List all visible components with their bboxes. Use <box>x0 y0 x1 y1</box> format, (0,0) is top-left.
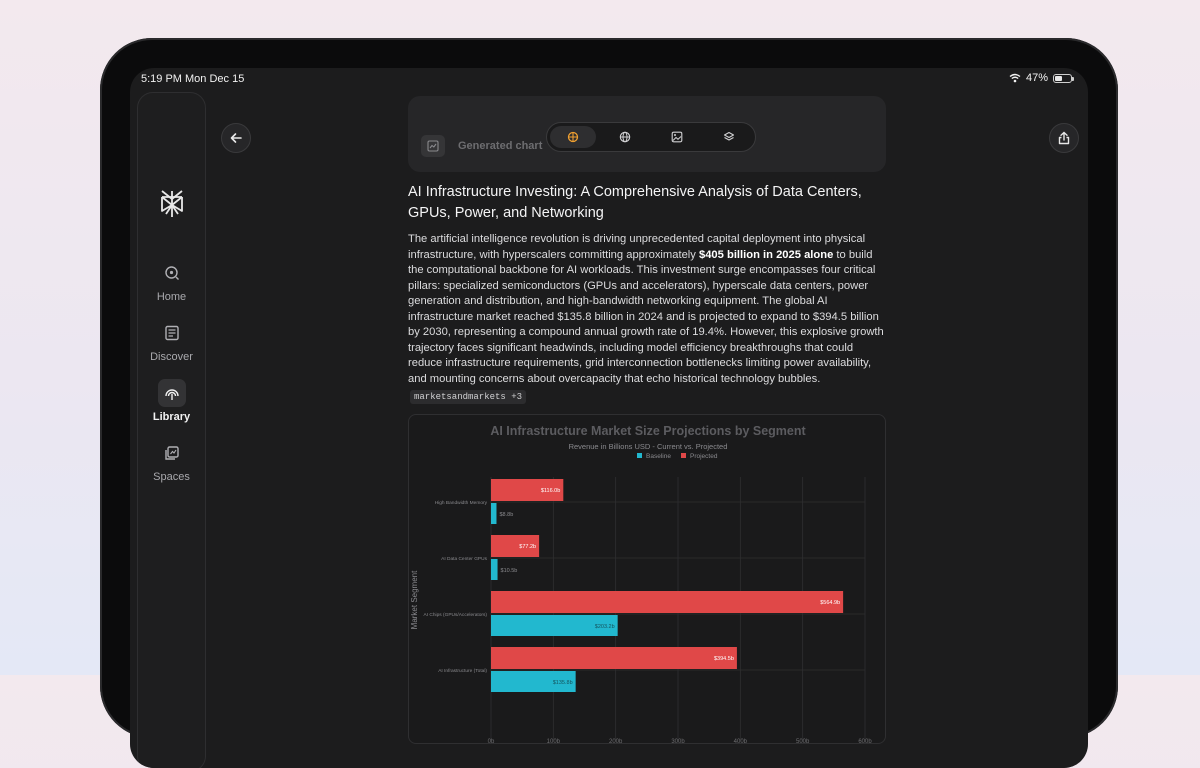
sidebar-item-library[interactable] <box>138 379 205 423</box>
share-button[interactable] <box>1049 123 1079 153</box>
bar-value-label: $116.0b <box>540 488 561 494</box>
category-label: High Bandwidth Memory <box>434 501 487 506</box>
sidebar-item-home[interactable] <box>138 259 205 303</box>
legend-swatch <box>637 453 642 458</box>
bar-value-label: $135.8b <box>552 680 573 686</box>
bar-projected <box>491 647 737 669</box>
share-icon <box>1057 131 1071 145</box>
x-tick-label: 500b <box>795 739 810 745</box>
legend-label: Projected <box>690 453 718 460</box>
category-label: AI Infrastructure (Total) <box>438 669 487 674</box>
sidebar-item-label: Home <box>156 291 187 303</box>
arrow-left-icon <box>229 131 243 145</box>
bar-value-label: $394.5b <box>714 656 734 662</box>
chart-icon <box>421 135 445 157</box>
generated-chart-label: Generated chart <box>458 140 543 152</box>
sources-tab-icon <box>619 131 631 143</box>
x-tick-label: 600b <box>858 739 872 745</box>
images-tab-icon <box>671 131 683 143</box>
screen <box>130 68 1088 768</box>
battery-icon <box>1053 74 1072 83</box>
sidebar-item-label: Spaces <box>153 471 190 483</box>
tab-images[interactable] <box>654 126 700 148</box>
steps-tab-icon <box>723 131 735 143</box>
sidebar <box>137 92 206 768</box>
battery-percent: 47% <box>1025 72 1048 84</box>
sidebar-item-discover[interactable] <box>138 319 205 363</box>
answer-text: to build the computational backbone for AI workloads. This investment surge encompasses four critical pillars: specialized semiconductors (GPUs and accelerators), hyperscale data centers, power generation and distribution, and high-bandwidth networking equipment. The global AI infrastructure market reached $135.8 billion in 2024 and is projected to expand to $394.5 billion by 2030, representing a compound annual growth rate of 19.4%. However, this explosive growth trajectory faces significant headwinds, including model efficiency breakthroughs that could reduce infrastructure requirements, grid interconnection bottlenecks limiting power availability, and mounting concerns about overcapacity that echo historical technology bubbles. <box>408 248 884 385</box>
bar-baseline <box>491 503 496 524</box>
x-tick-label: 200b <box>608 739 623 745</box>
answer-text: The artificial intelligence revolution is driving unprecedented capital deployment into physical infrastructure, with hyperscalers committing approximately <box>408 233 866 261</box>
sidebar-item-label: Discover <box>150 351 193 363</box>
x-tick-label: 0b <box>487 739 495 745</box>
bar-value-label: $203.2b <box>594 624 615 630</box>
status-date: Mon Dec 15 <box>185 73 245 85</box>
chart-title: AI Infrastructure Market Size Projections by Segment <box>490 424 806 438</box>
bar-chart <box>409 415 886 744</box>
source-chip[interactable]: marketsandmarkets +3 <box>410 390 526 404</box>
category-label: AI Data Center GPUs <box>441 557 487 562</box>
bar-baseline <box>491 559 498 580</box>
status-indicators <box>1009 72 1072 84</box>
library-icon <box>164 385 180 401</box>
wifi-icon <box>1009 73 1021 83</box>
x-tick-label: 100b <box>546 739 561 745</box>
tab-answer[interactable] <box>550 126 596 148</box>
y-axis-label: Market Segment <box>410 570 419 630</box>
back-button[interactable] <box>221 123 251 153</box>
status-bar <box>130 68 1088 90</box>
discover-icon <box>164 325 180 341</box>
answer-tab-icon <box>567 131 579 143</box>
answer-body <box>408 232 886 387</box>
x-tick-label: 400b <box>733 739 748 745</box>
battery-level <box>1055 76 1062 81</box>
category-label: AI Chips (GPUs/Accelerators) <box>423 613 487 618</box>
tab-steps[interactable] <box>706 126 752 148</box>
home-icon <box>164 265 180 281</box>
sidebar-item-spaces[interactable] <box>138 439 205 483</box>
bar-value-label: $10.5b <box>500 568 518 574</box>
chart-card <box>408 414 886 744</box>
legend-label: Baseline <box>646 453 671 460</box>
spaces-icon <box>164 445 180 461</box>
sidebar-item-label: Library <box>152 411 191 423</box>
chart-subtitle: Revenue in Billions USD - Current vs. Projected <box>568 442 728 451</box>
bar-projected <box>491 591 843 613</box>
x-tick-label: 300b <box>671 739 685 745</box>
tablet-frame <box>100 38 1118 745</box>
answer-title: AI Infrastructure Investing: A Comprehensive Analysis of Data Centers, GPUs, Power, and Networking <box>408 184 862 221</box>
bar-value-label: $8.8b <box>499 512 514 518</box>
status-time: 5:19 PM <box>141 73 182 85</box>
legend-swatch <box>681 453 686 458</box>
bar-value-label: $77.2b <box>519 544 537 550</box>
perplexity-logo-icon[interactable] <box>159 189 185 219</box>
bar-value-label: $564.9b <box>820 600 841 606</box>
answer-highlight: $405 billion in 2025 alone <box>698 248 834 261</box>
view-tabs <box>546 122 756 152</box>
tab-sources[interactable] <box>602 126 648 148</box>
